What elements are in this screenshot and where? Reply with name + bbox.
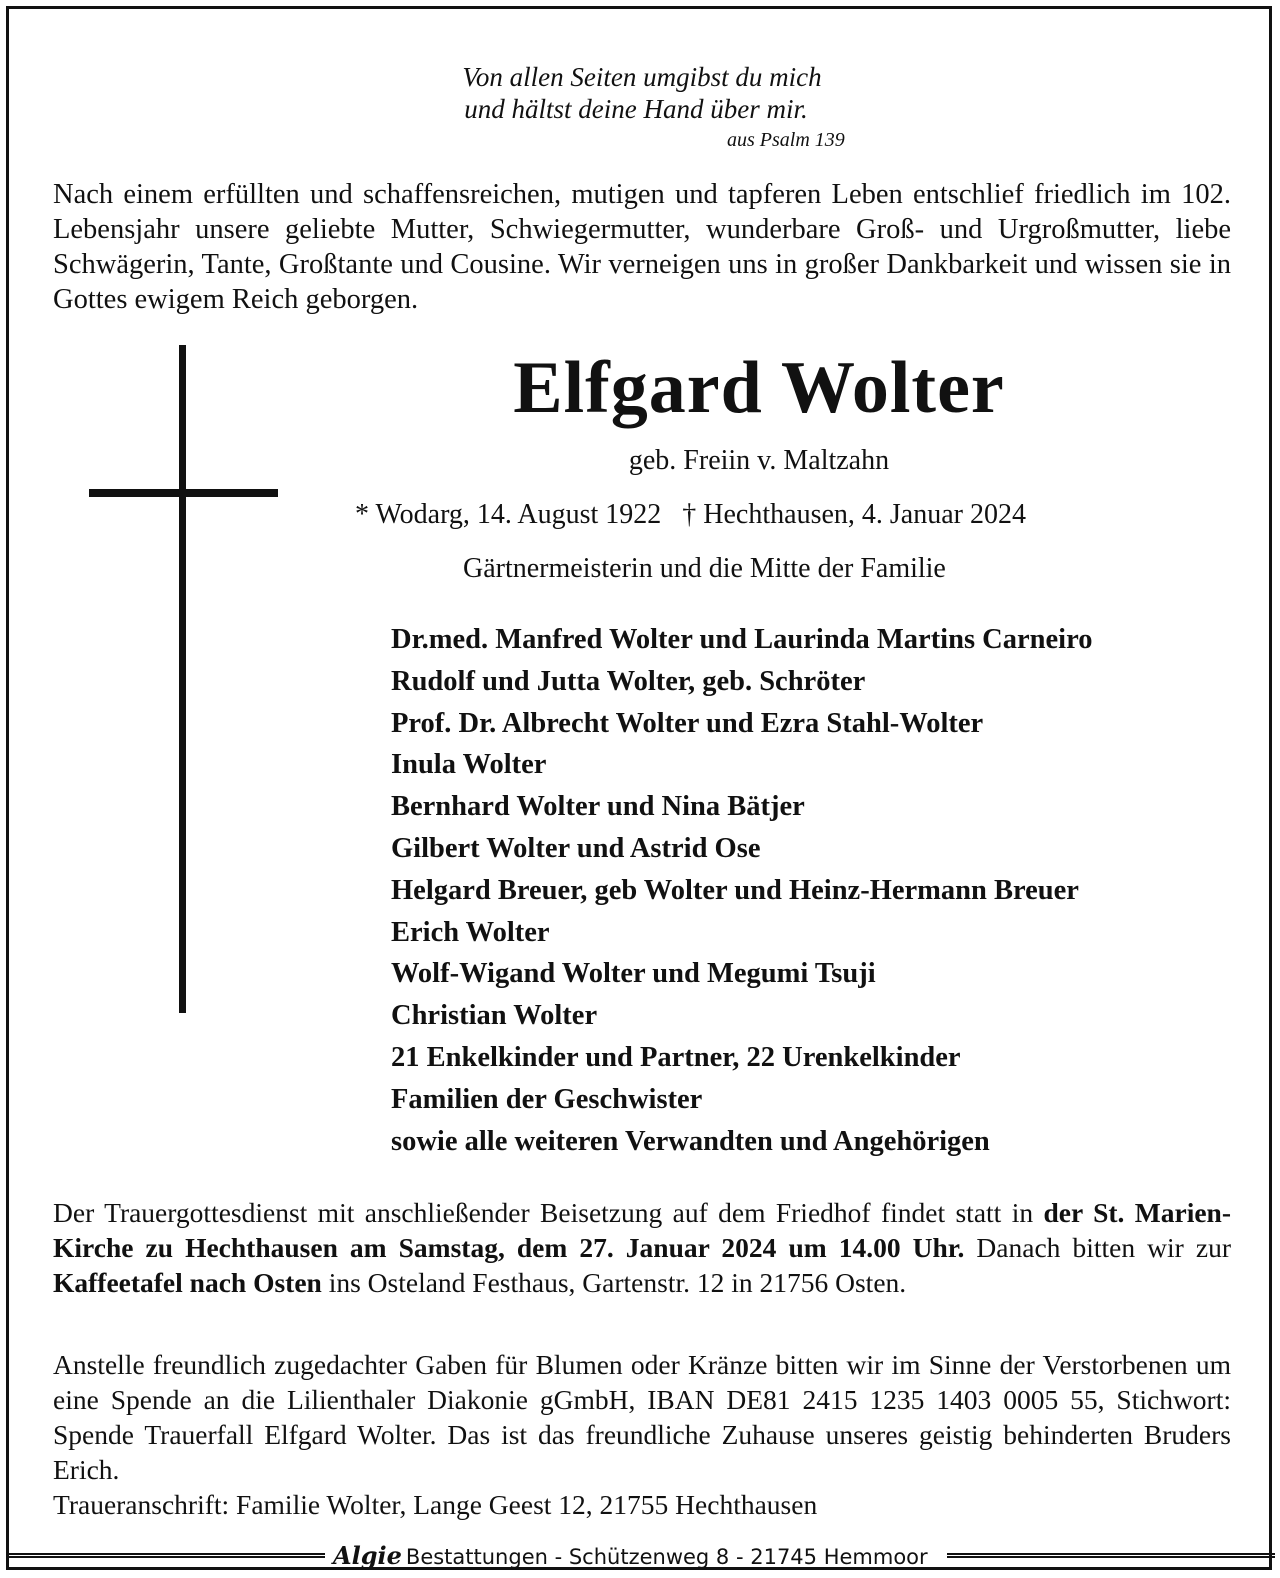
mourners-list [391, 619, 1092, 1162]
mourner-item: Erich Wolter [391, 916, 550, 948]
deceased-name: Elfgard Wolter [513, 347, 1005, 429]
mourner-item: Rudolf und Jutta Wolter, geb. Schröter [391, 665, 866, 697]
funeral-home-info: Bestattungen - Schützenweg 8 - 21745 Hemmoor [405, 1545, 928, 1569]
service-text-2: Danach bitten wir zur [964, 1232, 1231, 1263]
mourner-item: Wolf-Wigand Wolter und Megumi Tsuji [391, 958, 876, 990]
mourner-item: Christian Wolter [391, 1000, 598, 1032]
bible-verse [9, 61, 1275, 125]
verse-line-1: Von allen Seiten umgibst du mich [462, 62, 822, 92]
mourner-item: Dr.med. Manfred Wolter und Laurinda Martins Carneiro [391, 624, 1093, 655]
service-location-time: der St. Marien-Kirche zu Hechthausen am Samstag, dem 27. Januar 2024 um 14.00 Uhr. [53, 1197, 1232, 1263]
reception-location: Kaffeetafel nach Osten [53, 1267, 322, 1298]
mourner-item: Inula Wolter [391, 749, 547, 781]
mourner-item: Gilbert Wolter und Astrid Ose [391, 832, 761, 864]
birth-name: geb. Freiin v. Maltzahn [628, 445, 890, 476]
footer-rule-right [947, 1553, 1275, 1558]
mourner-item: 21 Enkelkinder und Partner, 22 Urenkelkinder [391, 1041, 961, 1073]
service-text-3: ins Osteland Festhaus, Gartenstr. 12 in 21756 Osten. [321, 1267, 907, 1298]
funeral-home-logo: Algie [333, 1541, 402, 1570]
mourner-item: Helgard Breuer, geb Wolter und Heinz-Hermann Breuer [391, 874, 1079, 906]
footer-text [333, 1541, 928, 1572]
mourner-item: sowie alle weiteren Verwandten und Angehörigen [391, 1125, 990, 1157]
death-date: † Hechthausen, 4. Januar 2024 [682, 499, 1026, 530]
service-text-1: Der Trauergottesdienst mit anschließender Beisetzung auf dem Friedhof findet statt in [53, 1197, 1044, 1228]
cross-icon-crossbar [89, 489, 278, 497]
footer-rule-left [9, 1553, 325, 1558]
cross-icon [179, 345, 186, 1013]
mourning-address: Traueranschrift: Familie Wolter, Lange Geest 12, 21755 Hechthausen [53, 1489, 818, 1520]
verse-source: aus Psalm 139 [727, 129, 845, 151]
obituary-notice [6, 6, 1272, 1570]
life-dates [355, 499, 1155, 531]
birth-date: * Wodarg, 14. August 1922 [355, 499, 662, 530]
intro-paragraph: Nach einem erfüllten und schaffensreichen, mutigen und tapferen Leben entschlief friedlich im 102. Lebensjahr unsere geliebte Mutter, Schwiegermutter, wunderbare Groß- und Urgroßmutter, liebe Schwägerin, Tante, Großtante und Cousine. Wir verneigen uns in großer Dankbarkeit und wissen sie in Gottes ewigem Reich geborgen. [53, 179, 1231, 315]
donation-paragraph: Anstelle freundlich zugedachter Gaben für Blumen oder Kränze bitten wir im Sinne der Verstorbenen um eine Spende an die Lilienthaler Diakonie gGmbH, IBAN DE81 2415 1235 1403 0005 55, Stichwort: Spende Trauerfall Elfgard Wolter. Das ist das freundliche Zuhause unseres geistig behinderten Bruders Erich. [53, 1349, 1231, 1485]
deceased-role: Gärtnermeisterin und die Mitte der Familie [463, 553, 946, 584]
funeral-home-footer [9, 1541, 1275, 1571]
mourner-item: Bernhard Wolter und Nina Bätjer [391, 791, 805, 823]
mourner-item: Familien der Geschwister [391, 1083, 703, 1115]
verse-line-2: und hältst deine Hand über mir. [464, 94, 808, 124]
service-paragraph [53, 1195, 1231, 1300]
mourner-item: Prof. Dr. Albrecht Wolter und Ezra Stahl-Wolter [391, 707, 984, 739]
